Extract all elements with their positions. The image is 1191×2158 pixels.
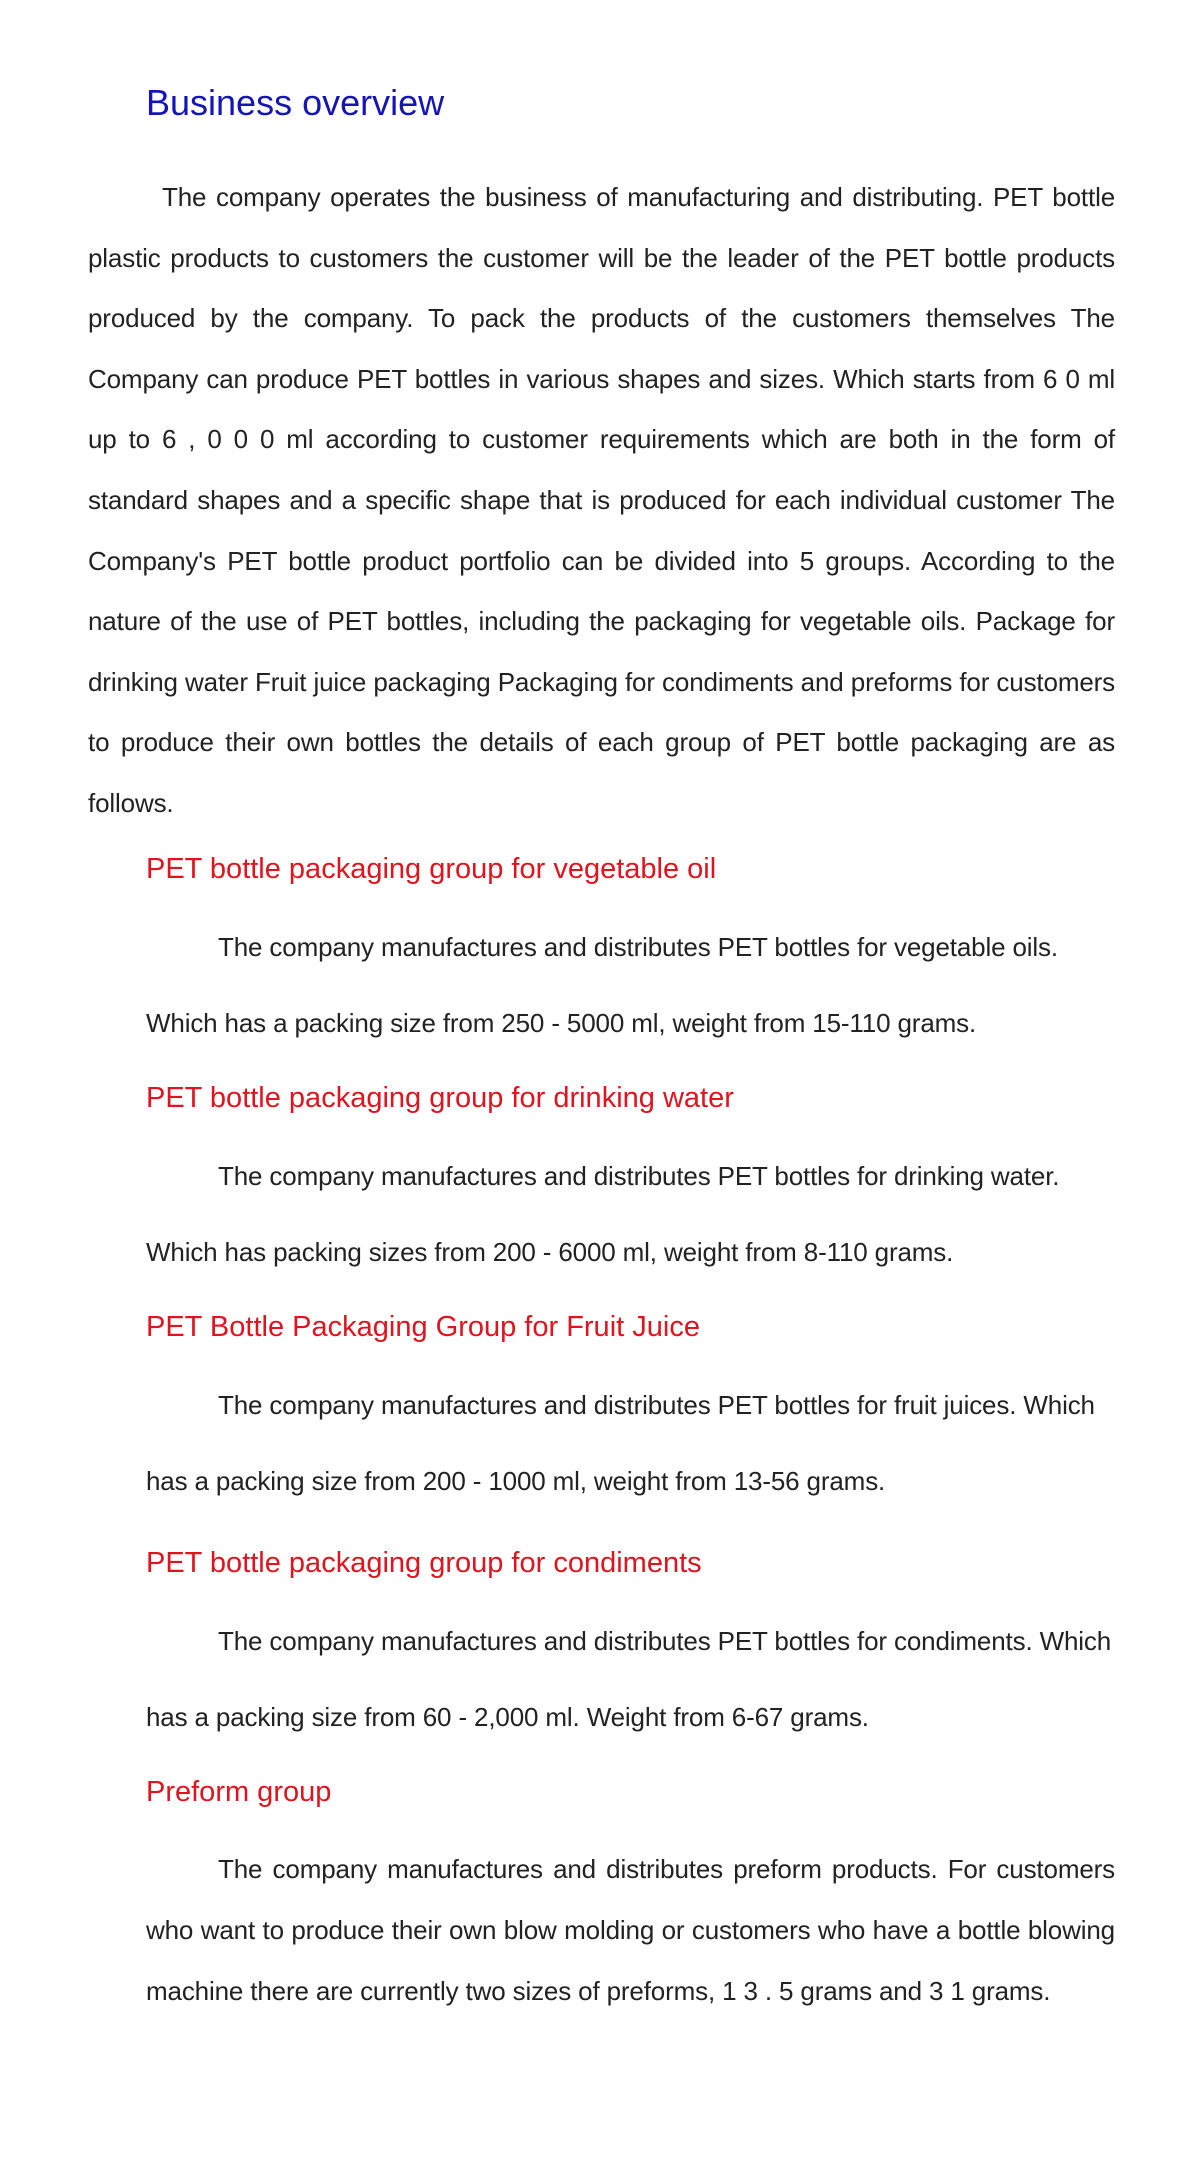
section-body-drinking-water: The company manufactures and distributes PET bottles for drinking water. Which has packing sizes from 200 - 6000 ml, weight from 8-110 grams. [146,1161,1060,1267]
section-heading-preform: Preform group [146,1776,332,1808]
intro-paragraph: The company operates the business of manufacturing and distributing. PET bottle plastic products to customers the customer will be the leader of the PET bottle products produced by the company. To pack the products of the customers themselves The Company can produce PET bottles in various shapes and sizes. Which starts from 6 0 ml up to 6 , 0 0 0 ml according to customer requirements which are both in the form of standard shapes and a specific shape that is produced for each individual customer The Company's PET bottle product portfolio can be divided into 5 groups. According to the nature of the use of PET bottles, including the packaging for vegetable oils. Package for drinking water Fruit juice packaging Packaging for condiments and preforms for customers to produce their own bottles the details of each group of PET bottle packaging are as follows. [88,182,1115,818]
section-body-fruit-juice: The company manufactures and distributes PET bottles for fruit juices. Which has a packing size from 200 - 1000 ml, weight from 13-56 grams. [146,1390,1095,1496]
section-body-preform: The company manufactures and distributes preform products. For customers who want to produce their own blow molding or customers who have a bottle blowing machine there are currently two sizes of preforms, 1 3 . 5 grams and 3 1 grams. [146,1854,1115,2006]
section-heading-drinking-water: PET bottle packaging group for drinking water [146,1082,734,1114]
page-title: Business overview [146,82,445,123]
section-body-condiments: The company manufactures and distributes PET bottles for condiments. Which has a packing size from 60 - 2,000 ml. Weight from 6-67 grams. [146,1626,1112,1732]
section-heading-fruit-juice: PET Bottle Packaging Group for Fruit Juice [146,1311,700,1343]
section-body-vegetable-oil: The company manufactures and distributes PET bottles for vegetable oils. Which has a packing size from 250 - 5000 ml, weight from 15-110 grams. [146,932,1058,1038]
section-heading-vegetable-oil: PET bottle packaging group for vegetable oil [146,853,717,885]
section-heading-condiments: PET bottle packaging group for condiments [146,1547,702,1579]
